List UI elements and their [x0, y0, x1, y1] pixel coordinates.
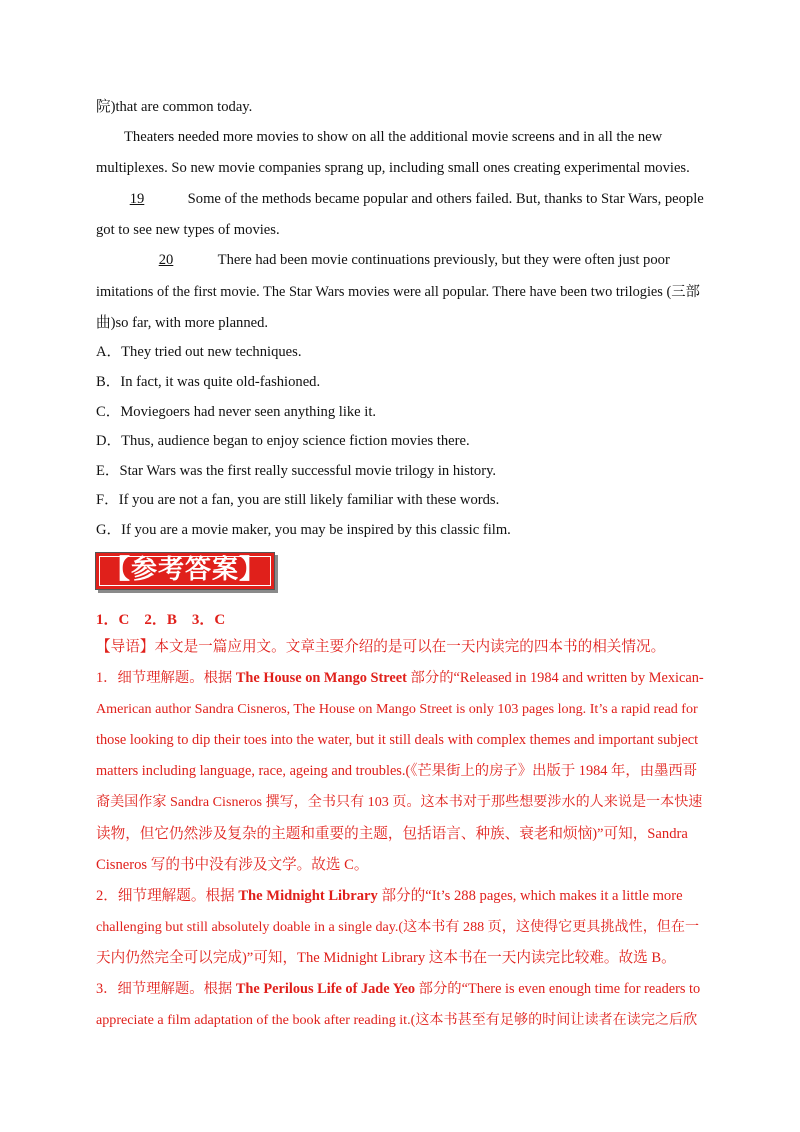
answer-2-line-2: challenging but still absolutely doable in a single day.(这本书有 288 页，这使得它更具挑战性，但在一: [96, 919, 700, 935]
answer-badge: [95, 552, 275, 590]
option-d: D．Thus, audience began to enjoy science fiction movies there.: [96, 433, 470, 449]
passage-line-7: imitations of the first movie. The Star Wars movies were all popular. There have been two trilogies (三部: [96, 284, 700, 300]
answer-intro: 【导语】本文是一篇应用文。文章主要介绍的是可以在一天内读完的四本书的相关情况。: [96, 639, 666, 655]
blank-19: 19: [129, 191, 145, 207]
answer-2-line-1: [96, 886, 704, 906]
answer-2-book-title: The Midnight Library: [238, 888, 378, 904]
option-f: F．If you are not a fan, you are still likely familiar with these words.: [96, 492, 500, 508]
answer-2-line-3: 天内仍然完全可以完成)”可知，The Midnight Library 这本书在一天内读完比较难。故选 B。: [96, 950, 676, 966]
answer-3-quote-start: 部分的“There is even enough time for readers to: [418, 981, 701, 997]
answer-1-line-4: matters including language, race, ageing and troubles.(《芒果街上的房子》出版于 1984 年，由墨西哥: [96, 763, 698, 779]
passage-line-6: [124, 250, 704, 270]
answer-summary: 1．C 2．B 3．C: [96, 612, 226, 628]
passage-line-8: 曲)so far, with more planned.: [96, 315, 269, 331]
answer-1-line-7: Cisneros 写的书中没有涉及文学。故选 C。: [96, 857, 369, 873]
answer-1-line-6: 读物，但它仍然涉及复杂的主题和重要的主题，包括语言、种族、衰老和烦恼)”可知，Sandra: [96, 826, 688, 842]
passage-line-1: 院)that are common today.: [96, 99, 253, 115]
passage-line-3: multiplexes. So new movie companies sprang up, including small ones creating experimental movies.: [96, 160, 690, 176]
answer-badge-title: 【参考答案】: [103, 555, 266, 585]
option-b: B．In fact, it was quite old-fashioned.: [96, 374, 321, 390]
answer-1-quote-start: 部分的“Released in 1984 and written by Mexican-: [410, 670, 704, 686]
answer-1-line-5: 裔美国作家 Sandra Cisneros 撰写，全书只有 103 页。这本书对于那些想要涉水的人来说是一本快速: [96, 794, 703, 810]
passage-line-5: got to see new types of movies.: [96, 222, 280, 238]
answer-1-line-3: those looking to dip their toes into the water, but it still deals with complex themes and important subject: [96, 732, 699, 748]
passage-line-4-text: Some of the methods became popular and others failed. But, thanks to Star Wars, people: [187, 191, 704, 207]
answer-1-line-2: American author Sandra Cisneros, The House on Mango Street is only 103 pages long. It’s a rapid read for: [96, 701, 698, 717]
option-c: C．Moviegoers had never seen anything like it.: [96, 404, 377, 420]
answer-1-book-title: The House on Mango Street: [235, 670, 407, 686]
passage-line-4: [96, 189, 704, 209]
passage-line-2: Theaters needed more movies to show on all the additional movie screens and in all the new: [124, 129, 663, 145]
answer-2-prefix: 2．细节理解题。根据: [96, 888, 235, 904]
option-a: A．They tried out new techniques.: [96, 344, 302, 360]
answer-1-line-1: [96, 668, 704, 688]
answer-2-quote-start: 部分的“It’s 288 pages, which makes it a little more: [381, 888, 683, 904]
answer-1-prefix: 1．细节理解题。根据: [96, 670, 233, 686]
answer-3-book-title: The Perilous Life of Jade Yeo: [235, 981, 416, 997]
answer-3-prefix: 3．细节理解题。根据: [96, 981, 233, 997]
passage-line-6-text: There had been movie continuations previously, but they were often just poor: [217, 252, 670, 268]
option-g: G．If you are a movie maker, you may be inspired by this classic film.: [96, 522, 511, 538]
answer-3-line-1: [96, 979, 704, 999]
answer-3-line-2: appreciate a film adaptation of the book after reading it.(这本书甚至有足够的时间让读者在读完之后欣: [96, 1012, 698, 1028]
option-e: E．Star Wars was the first really successful movie trilogy in history.: [96, 463, 497, 479]
blank-20: 20: [158, 252, 174, 268]
